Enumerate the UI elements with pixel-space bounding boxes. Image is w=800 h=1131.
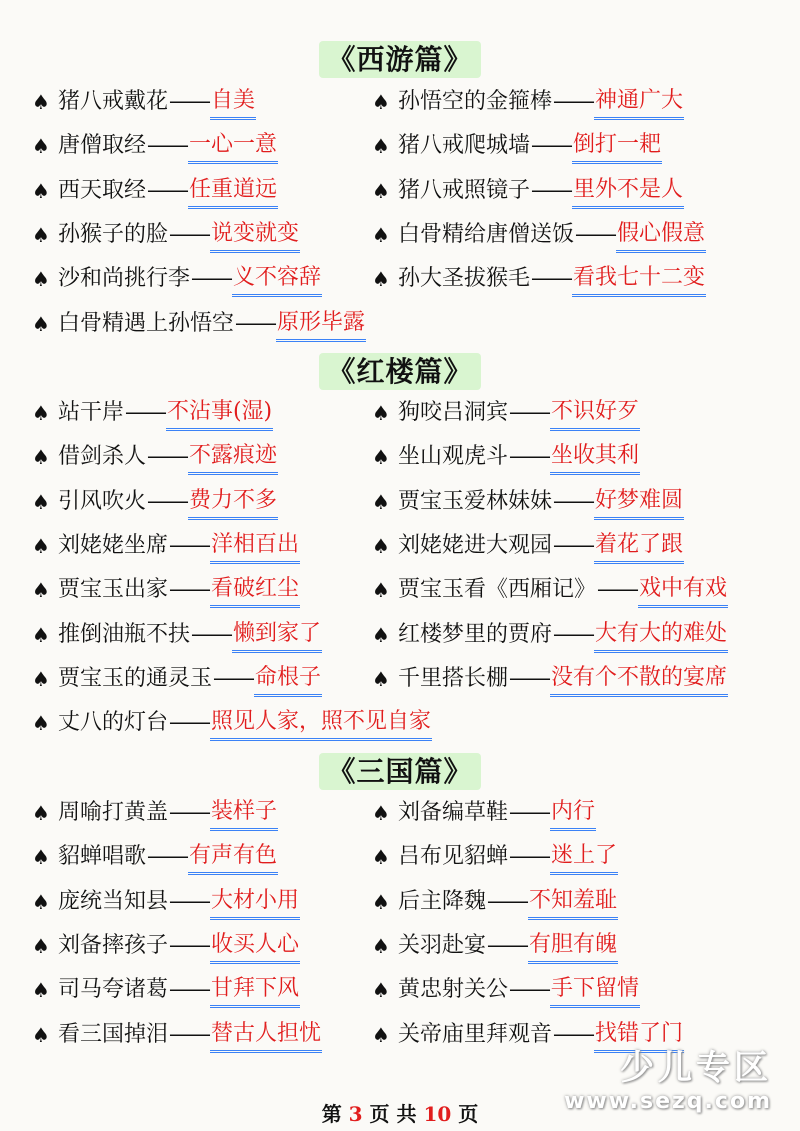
proverb-question: 猪八戒爬城墙 — [397, 133, 530, 159]
spade-icon: ♠ — [372, 666, 390, 691]
section-title-text: 《西游篇》 — [319, 41, 480, 78]
proverb-question: 刘备编草鞋 — [397, 800, 508, 825]
proverb-question: 孙悟空的金箍棒 — [397, 89, 552, 114]
proverb-item — [372, 395, 640, 431]
spade-icon: ♠ — [32, 489, 50, 514]
proverb-answer: 甘拜下风 — [210, 973, 300, 1008]
proverb-question: 贾宝玉看《西厢记》 — [397, 577, 596, 603]
watermark-logo-text: 少儿专区 — [620, 1048, 772, 1088]
spade-icon: ♠ — [32, 711, 50, 736]
proverb-question: 贾宝玉爱林妹妹 — [397, 488, 552, 514]
proverb-answer: 内行 — [550, 796, 596, 831]
proverb-answer: 说变就变 — [210, 218, 300, 253]
proverb-question: 引风吹火 — [57, 488, 146, 514]
proverb-question: 刘姥姥坐席 — [57, 532, 168, 558]
dash-separator: —— — [530, 177, 571, 203]
spade-icon: ♠ — [32, 1022, 50, 1047]
proverb-answer: 迷上了 — [550, 840, 618, 875]
proverb-question: 庞统当知县 — [57, 888, 168, 914]
proverb-question: 西天取经 — [57, 177, 146, 203]
dash-separator: —— — [190, 621, 231, 647]
proverb-item — [32, 261, 322, 297]
proverb-answer: 洋相百出 — [210, 529, 300, 564]
proverb-item — [32, 528, 300, 564]
spade-icon: ♠ — [32, 978, 50, 1003]
proverb-item — [372, 439, 640, 475]
footer-page-number: 3 — [348, 1102, 363, 1126]
spade-icon: ♠ — [372, 134, 390, 159]
proverb-question: 白骨精遇上孙悟空 — [57, 310, 234, 336]
proverb-answer: 原形毕露 — [276, 307, 366, 342]
proverb-item — [32, 839, 278, 875]
proverb-question: 孙猴子的脸 — [57, 221, 168, 247]
proverb-question: 关羽赴宴 — [397, 932, 486, 958]
proverb-item — [32, 84, 256, 120]
dash-separator: —— — [508, 665, 549, 691]
proverb-item — [372, 661, 728, 697]
proverb-item — [372, 484, 684, 520]
proverb-question: 看三国掉泪 — [57, 1021, 168, 1047]
spade-icon: ♠ — [372, 801, 390, 825]
proverb-question: 唐僧取经 — [57, 133, 146, 159]
proverb-answer: 大材小用 — [210, 885, 300, 920]
proverb-question: 狗咬吕洞宾 — [397, 400, 508, 425]
spade-icon: ♠ — [32, 622, 50, 647]
proverb-item — [32, 1017, 322, 1053]
dash-separator: —— — [508, 444, 549, 470]
proverb-answer: 假心假意 — [616, 218, 706, 253]
dash-separator: —— — [530, 266, 571, 292]
proverb-item — [32, 217, 300, 253]
proverb-item — [372, 84, 684, 120]
dash-separator: —— — [486, 932, 527, 958]
footer-suffix: 页 — [458, 1102, 479, 1126]
dash-separator: —— — [508, 977, 549, 1003]
section-title — [0, 38, 800, 78]
spade-icon: ♠ — [32, 933, 50, 958]
proverb-answer: 好梦难圆 — [594, 485, 684, 520]
dash-separator: —— — [212, 665, 253, 691]
proverb-answer: 不识好歹 — [550, 396, 640, 431]
section-title — [0, 750, 800, 790]
dash-separator: —— — [168, 800, 209, 825]
proverb-item — [372, 528, 684, 564]
proverb-item — [372, 128, 662, 164]
dash-separator: —— — [146, 177, 187, 203]
spade-icon: ♠ — [372, 222, 390, 247]
proverb-answer: 不知羞耻 — [528, 885, 618, 920]
proverb-answer: 自美 — [210, 85, 256, 120]
dash-separator: —— — [168, 888, 209, 914]
proverb-answer: 收买人心 — [210, 929, 300, 964]
proverb-item — [372, 839, 618, 875]
dash-separator: —— — [508, 844, 549, 870]
proverb-answer: 找错了门 — [594, 1018, 684, 1053]
spade-icon: ♠ — [372, 578, 390, 603]
proverb-item — [372, 617, 728, 653]
proverb-answer: 一心一意 — [188, 129, 278, 164]
proverb-answer: 懒到家了 — [232, 618, 322, 653]
dash-separator: —— — [146, 488, 187, 514]
section-title — [0, 350, 800, 390]
dash-separator: —— — [574, 221, 615, 247]
spade-icon: ♠ — [372, 178, 390, 203]
spade-icon: ♠ — [372, 533, 390, 558]
proverb-item — [32, 972, 300, 1008]
proverb-answer: 看我七十二变 — [572, 262, 706, 297]
proverb-question: 后主降魏 — [397, 888, 486, 914]
proverb-item — [32, 173, 278, 209]
proverb-answer: 不露痕迹 — [188, 440, 278, 475]
watermark-url: www.sezq.com — [564, 1089, 772, 1114]
proverb-question: 白骨精给唐僧送饭 — [397, 221, 574, 247]
proverb-item — [32, 705, 432, 741]
proverb-question: 贾宝玉出家 — [57, 577, 168, 603]
proverb-item — [372, 261, 706, 297]
proverb-answer: 大有大的难处 — [594, 618, 728, 653]
dash-separator: —— — [190, 266, 231, 292]
proverb-question: 坐山观虎斗 — [397, 444, 508, 470]
spade-icon: ♠ — [372, 622, 390, 647]
dash-separator: —— — [168, 532, 209, 558]
dash-separator: —— — [168, 710, 209, 736]
dash-separator: —— — [596, 577, 637, 603]
proverb-question: 推倒油瓶不扶 — [57, 621, 190, 647]
dash-separator: —— — [234, 310, 275, 336]
spade-icon: ♠ — [372, 845, 390, 870]
dash-separator: —— — [146, 133, 187, 159]
proverb-item — [32, 617, 322, 653]
dash-separator: —— — [508, 800, 549, 825]
proverb-question: 黄忠射关公 — [397, 977, 508, 1003]
dash-separator: —— — [168, 932, 209, 958]
proverb-answer: 神通广大 — [594, 85, 684, 120]
dash-separator: —— — [168, 89, 209, 114]
proverb-question: 孙大圣拔猴毛 — [397, 266, 530, 292]
proverb-answer: 费力不多 — [188, 485, 278, 520]
proverb-question: 借剑杀人 — [57, 444, 146, 470]
dash-separator: —— — [168, 577, 209, 603]
dash-separator: —— — [168, 1021, 209, 1047]
section-title-text: 《红楼篇》 — [319, 353, 480, 390]
spade-icon: ♠ — [372, 267, 390, 292]
proverb-answer: 没有个不散的宴席 — [550, 662, 728, 697]
proverb-answer: 看破红尘 — [210, 573, 300, 608]
spade-icon: ♠ — [32, 178, 50, 203]
dash-separator: —— — [146, 844, 187, 870]
proverb-answer: 里外不是人 — [572, 174, 684, 209]
proverb-question: 沙和尚挑行李 — [57, 266, 190, 292]
proverb-item — [32, 795, 278, 831]
proverb-item — [32, 928, 300, 964]
proverb-answer: 义不容辞 — [232, 262, 322, 297]
footer-prefix: 第 — [321, 1102, 342, 1126]
spade-icon: ♠ — [32, 578, 50, 603]
spade-icon: ♠ — [372, 90, 390, 114]
proverb-question: 猪八戒戴花 — [57, 89, 168, 114]
proverb-item — [32, 884, 300, 920]
proverb-question: 吕布见貂蝉 — [397, 844, 508, 870]
proverb-item — [372, 217, 706, 253]
proverb-item — [32, 439, 278, 475]
spade-icon: ♠ — [372, 401, 390, 425]
spade-icon: ♠ — [32, 222, 50, 247]
footer-middle: 页 共 — [369, 1102, 417, 1126]
proverb-question: 贾宝玉的通灵玉 — [57, 665, 212, 691]
dash-separator: —— — [552, 532, 593, 558]
footer-total-pages: 10 — [423, 1102, 452, 1126]
dash-separator: —— — [508, 400, 549, 425]
dash-separator: —— — [530, 133, 571, 159]
dash-separator: —— — [552, 488, 593, 514]
proverb-item — [32, 395, 273, 431]
proverb-question: 刘姥姥进大观园 — [397, 532, 552, 558]
proverb-answer: 坐收其利 — [550, 440, 640, 475]
proverb-item — [372, 795, 596, 831]
spade-icon: ♠ — [32, 134, 50, 159]
dash-separator: —— — [552, 89, 593, 114]
proverb-question: 猪八戒照镜子 — [397, 177, 530, 203]
proverb-question: 周喻打黄盖 — [57, 800, 168, 825]
proverb-item — [32, 306, 366, 342]
proverb-question: 刘备摔孩子 — [57, 932, 168, 958]
proverb-question: 貂蝉唱歌 — [57, 844, 146, 870]
spade-icon: ♠ — [32, 311, 50, 336]
proverb-answer: 手下留情 — [550, 973, 640, 1008]
spade-icon: ♠ — [372, 445, 390, 470]
proverb-item — [372, 884, 618, 920]
proverb-answer: 有声有色 — [188, 840, 278, 875]
spade-icon: ♠ — [32, 533, 50, 558]
dash-separator: —— — [146, 444, 187, 470]
proverb-item — [32, 572, 300, 608]
watermark — [564, 1040, 772, 1114]
proverb-answer: 照见人家，照不见自家 — [210, 706, 432, 741]
dash-separator: —— — [168, 977, 209, 1003]
proverb-question: 红楼梦里的贾府 — [397, 621, 552, 647]
spade-icon: ♠ — [32, 666, 50, 691]
spade-icon: ♠ — [32, 401, 50, 425]
dash-separator: —— — [486, 888, 527, 914]
proverb-answer: 着花了跟 — [594, 529, 684, 564]
proverb-question: 站干岸 — [57, 400, 124, 425]
proverb-answer: 装样子 — [210, 796, 278, 831]
section-title-text: 《三国篇》 — [319, 753, 480, 790]
proverb-answer: 戏中有戏 — [638, 573, 728, 608]
proverb-item — [372, 928, 618, 964]
proverb-item — [372, 572, 728, 608]
dash-separator: —— — [124, 400, 165, 425]
dash-separator: —— — [552, 1021, 593, 1047]
proverb-answer: 任重道远 — [188, 174, 278, 209]
dash-separator: —— — [168, 221, 209, 247]
proverb-answer: 不沾事(湿) — [166, 396, 273, 431]
proverb-answer: 替古人担忧 — [210, 1018, 322, 1053]
proverb-item — [372, 173, 684, 209]
proverb-item — [372, 972, 640, 1008]
spade-icon: ♠ — [372, 889, 390, 914]
proverb-item — [32, 484, 278, 520]
proverb-question: 千里搭长棚 — [397, 665, 508, 691]
spade-icon: ♠ — [372, 489, 390, 514]
spade-icon: ♠ — [32, 889, 50, 914]
proverb-answer: 倒打一耙 — [572, 129, 662, 164]
spade-icon: ♠ — [32, 445, 50, 470]
spade-icon: ♠ — [32, 90, 50, 114]
proverb-item — [32, 661, 322, 697]
spade-icon: ♠ — [372, 933, 390, 958]
proverb-question: 司马夸诸葛 — [57, 977, 168, 1003]
proverb-item — [32, 128, 278, 164]
spade-icon: ♠ — [372, 1022, 390, 1047]
proverb-question: 丈八的灯台 — [57, 710, 168, 736]
spade-icon: ♠ — [32, 267, 50, 292]
dash-separator: —— — [552, 621, 593, 647]
spade-icon: ♠ — [32, 801, 50, 825]
proverb-answer: 有胆有魄 — [528, 929, 618, 964]
spade-icon: ♠ — [372, 978, 390, 1003]
proverb-question: 关帝庙里拜观音 — [397, 1021, 552, 1047]
proverb-answer: 命根子 — [254, 662, 322, 697]
spade-icon: ♠ — [32, 845, 50, 870]
